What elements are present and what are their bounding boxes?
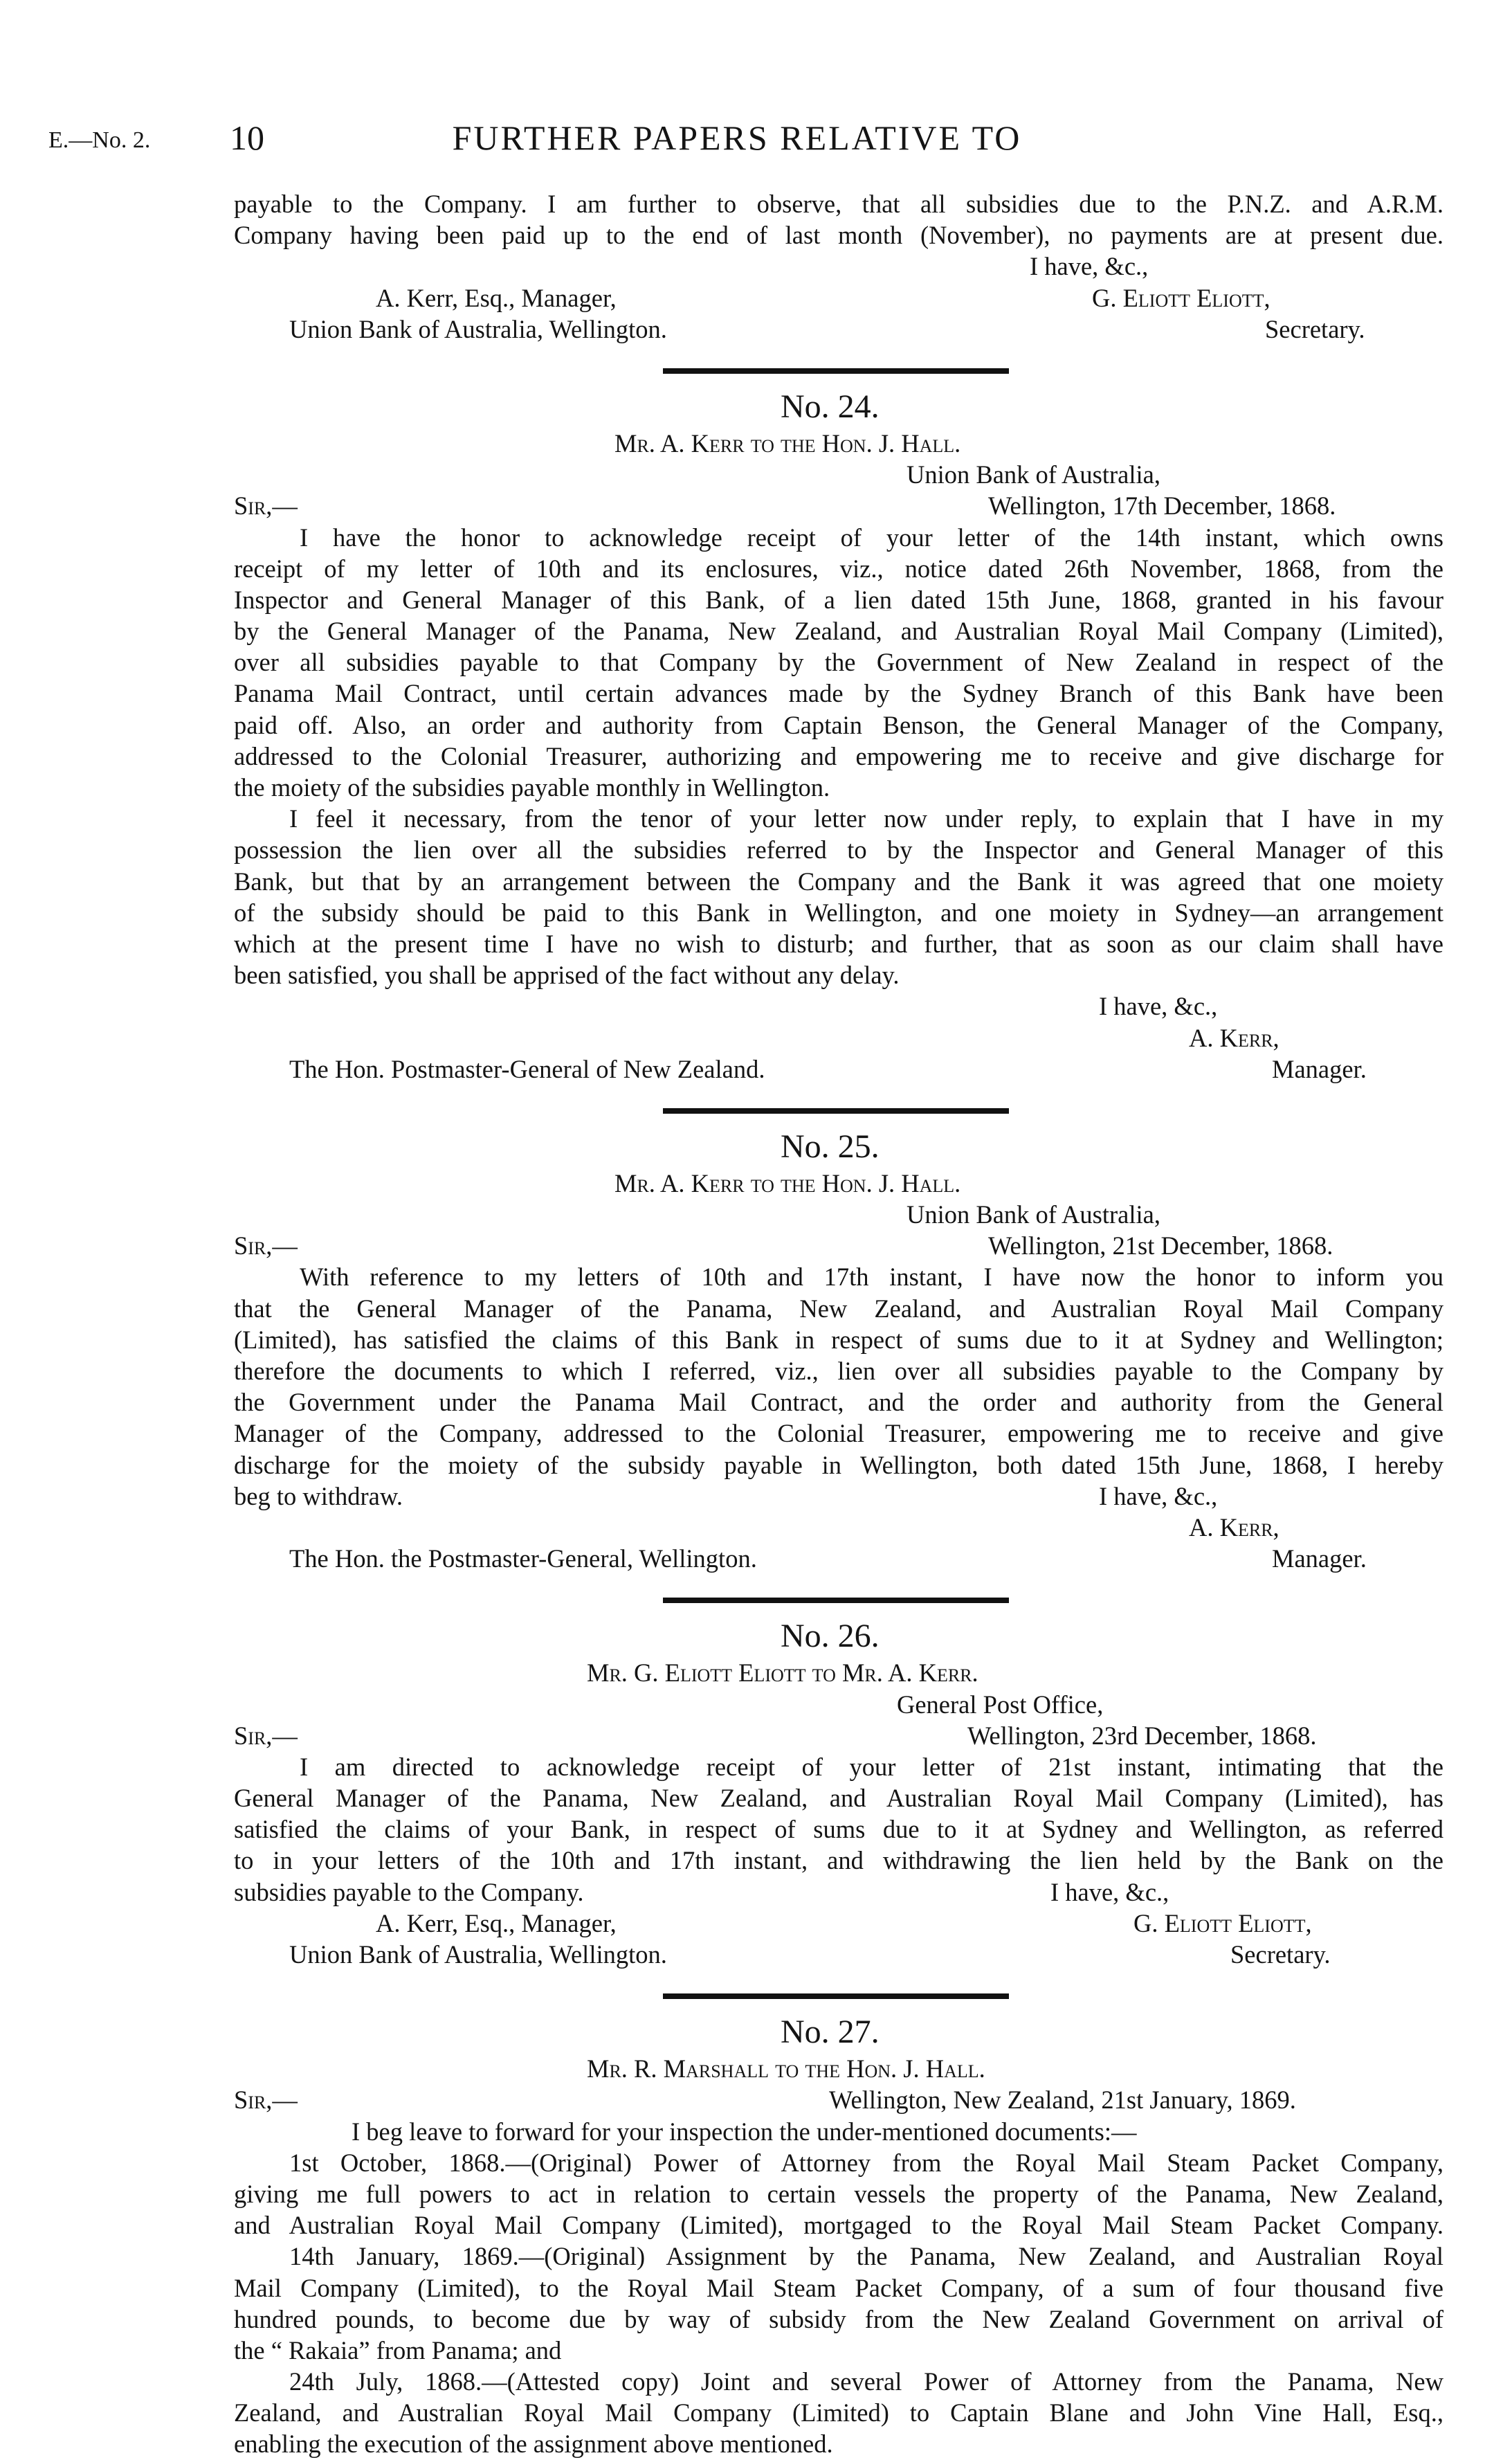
signer-title: Secretary. — [1230, 1940, 1331, 1969]
letter-number: No. 25. — [781, 1128, 880, 1165]
text-line: of the subsidy should be paid to this Bank in Wellington, and one moiety in Sydney—an arrangement — [234, 898, 1443, 927]
text-line: General Manager of the Panama, New Zealand, and Australian Royal Mail Company (Limited), has — [234, 1784, 1443, 1813]
text-line: 24th July, 1868.—(Attested copy) Joint and several Power of Attorney from the Panama, New — [289, 2367, 1443, 2396]
text-line: to in your letters of the 10th and 17th instant, and withdrawing the lien held by the Bank on the — [234, 1846, 1443, 1875]
closing: I have, &c., — [1099, 1481, 1218, 1510]
section-divider — [663, 1108, 1009, 1114]
letter-from-to: Mr. A. Kerr to the Hon. J. Hall. — [614, 428, 961, 458]
text-line: Inspector and General Manager of this Bank, of a lien dated 15th June, 1868, granted in his favour — [234, 585, 1443, 614]
text-line: Mail Company (Limited), to the Royal Mail Steam Packet Company, of a sum of four thousand five — [234, 2273, 1443, 2302]
salutation: Sir,— — [234, 2086, 298, 2115]
letter-24 — [234, 386, 1443, 1085]
text-line: I am directed to acknowledge receipt of your letter of 21st instant, intimating that the — [300, 1752, 1443, 1781]
letter-date: Wellington, 17th December, 1868. — [988, 491, 1336, 521]
text-line: by the General Manager of the Panama, New Zealand, and Australian Royal Mail Company (Limited), — [234, 617, 1443, 646]
text-line: 14th January, 1869.—(Original) Assignment by the Panama, New Zealand, and Australian Royal — [289, 2242, 1443, 2271]
closing: I have, &c., — [1099, 992, 1218, 1021]
text-line: paid off. Also, an order and authority from Captain Benson, the General Manager of the Company, — [234, 710, 1443, 739]
letter-27 — [234, 2011, 1443, 2459]
page-number: 10 — [230, 118, 264, 157]
addressee-place: Union Bank of Australia, Wellington. — [289, 1940, 667, 1969]
text-line: payable to the Company. I am further to observe, that all subsidies due to the P.N.Z. and A.R.M. — [234, 190, 1443, 218]
text-line: therefore the documents to which I referred, viz., lien over all subsidies payable to the Company by — [234, 1357, 1443, 1385]
text-line: enabling the execution of the assignment above mentioned. — [234, 2430, 833, 2459]
addressee: The Hon. Postmaster-General of New Zealand. — [289, 1054, 765, 1083]
text-line: With reference to my letters of 10th and 17th instant, I have now the honor to inform you — [300, 1263, 1443, 1292]
text-line: subsidies payable to the Company. — [234, 1877, 584, 1906]
letter-23-tail — [234, 188, 1443, 345]
signer-title: Manager. — [1272, 1544, 1367, 1573]
letter-from-to: Mr. R. Marshall to the Hon. J. Hall. — [587, 2054, 985, 2083]
closing: I have, &c., — [1030, 252, 1149, 281]
text-line: satisfied the claims of your Bank, in respect of sums due to it at Sydney and Wellington, as referred — [234, 1815, 1443, 1844]
addressee: A. Kerr, Esq., Manager, — [376, 283, 617, 312]
letter-from-to: Mr. A. Kerr to the Hon. J. Hall. — [614, 1168, 961, 1197]
text-line: receipt of my letter of 10th and its enclosures, viz., notice dated 26th November, 1868, from the — [234, 554, 1443, 583]
text-line: I feel it necessary, from the tenor of your letter now under reply, to explain that I have in my — [289, 804, 1443, 833]
letter-date: Wellington, New Zealand, 21st January, 1869. — [829, 2086, 1296, 2115]
text-line: over all subsidies payable to that Company by the Government of New Zealand in respect of the — [234, 648, 1443, 677]
text-line: the Government under the Panama Mail Contract, and the order and authority from the General — [234, 1388, 1443, 1417]
text-line: I have the honor to acknowledge receipt of your letter of the 14th instant, which owns — [300, 523, 1443, 552]
signer-title: Secretary. — [1265, 314, 1365, 343]
closing: I have, &c., — [1050, 1877, 1169, 1906]
running-title: FURTHER PAPERS RELATIVE TO — [452, 118, 1022, 157]
text-line: Bank, but that by an arrangement between the Company and the Bank it was agreed that one moiety — [234, 867, 1443, 896]
addressee: The Hon. the Postmaster-General, Wellington. — [289, 1544, 757, 1573]
text-line: 1st October, 1868.—(Original) Power of Attorney from the Royal Mail Steam Packet Company, — [289, 2148, 1443, 2177]
text-line: which at the present time I have no wish to disturb; and further, that as soon as our claim shall have — [234, 929, 1443, 958]
page-content — [234, 188, 1443, 2460]
text-line: addressed to the Colonial Treasurer, authorizing and empowering me to receive and give discharge for — [234, 741, 1443, 770]
text-line: I beg leave to forward for your inspection the under-mentioned documents:— — [352, 2117, 1137, 2146]
text-line: discharge for the moiety of the subsidy payable in Wellington, both dated 15th June, 1868, I hereby — [234, 1450, 1443, 1479]
letter-address: Union Bank of Australia, — [907, 1200, 1160, 1229]
text-line: Zealand, and Australian Royal Mail Company (Limited) to Captain Blane and John Vine Hall, Esq., — [234, 2398, 1443, 2427]
section-divider — [663, 368, 1009, 374]
salutation: Sir,— — [234, 1721, 298, 1750]
letter-number: No. 24. — [781, 388, 880, 425]
signer: G. Eliott Eliott, — [1133, 1908, 1312, 1937]
text-line: possession the lien over all the subsidies referred to by the Inspector and General Manager of this — [234, 835, 1443, 865]
text-line: Manager of the Company, addressed to the Colonial Treasurer, empowering me to receive and give — [234, 1419, 1443, 1448]
signer: G. Eliott Eliott, — [1092, 283, 1270, 312]
salutation: Sir,— — [234, 1231, 298, 1260]
letter-address: Union Bank of Australia, — [907, 460, 1160, 489]
letter-26 — [234, 1616, 1443, 1970]
text-line: (Limited), has satisfied the claims of this Bank in respect of sums due to it at Sydney and Wellington; — [234, 1325, 1443, 1354]
letter-25 — [234, 1126, 1443, 1574]
text-line: that the General Manager of the Panama, New Zealand, and Australian Royal Mail Company — [234, 1294, 1443, 1323]
letter-address: General Post Office, — [897, 1690, 1104, 1719]
letter-date: Wellington, 23rd December, 1868. — [967, 1721, 1317, 1750]
letter-date: Wellington, 21st December, 1868. — [988, 1231, 1333, 1260]
text-line: the “ Rakaia” from Panama; and — [234, 2335, 562, 2364]
text-line: giving me full powers to act in relation to certain vessels the property of the Panama, New Zealand, — [234, 2179, 1443, 2208]
text-line: Panama Mail Contract, until certain advances made by the Sydney Branch of this Bank have been — [234, 679, 1443, 708]
text-line: Company having been paid up to the end of last month (November), no payments are at present due. — [234, 221, 1443, 250]
letter-from-to: Mr. G. Eliott Eliott to Mr. A. Kerr. — [587, 1658, 978, 1688]
text-line: the moiety of the subsidies payable monthly in Wellington. — [234, 773, 830, 802]
addressee-place: Union Bank of Australia, Wellington. — [289, 314, 667, 343]
text-line: and Australian Royal Mail Company (Limited), mortgaged to the Royal Mail Steam Packet Company. — [234, 2211, 1443, 2240]
page-header — [48, 118, 1426, 166]
signer: A. Kerr, — [1189, 1023, 1279, 1052]
signer-title: Manager. — [1272, 1054, 1367, 1083]
paper-reference: E.—No. 2. — [48, 127, 151, 153]
signer: A. Kerr, — [1189, 1512, 1279, 1541]
addressee: A. Kerr, Esq., Manager, — [376, 1908, 617, 1937]
text-line: hundred pounds, to become due by way of subsidy from the New Zealand Government on arrival of — [234, 2304, 1443, 2333]
section-divider — [663, 1993, 1009, 1999]
salutation: Sir,— — [234, 491, 298, 521]
section-divider — [663, 1598, 1009, 1603]
letter-number: No. 27. — [781, 2014, 880, 2051]
text-line: beg to withdraw. — [234, 1481, 403, 1510]
text-line: been satisfied, you shall be apprised of the fact without any delay. — [234, 961, 900, 990]
letter-number: No. 26. — [781, 1618, 880, 1655]
